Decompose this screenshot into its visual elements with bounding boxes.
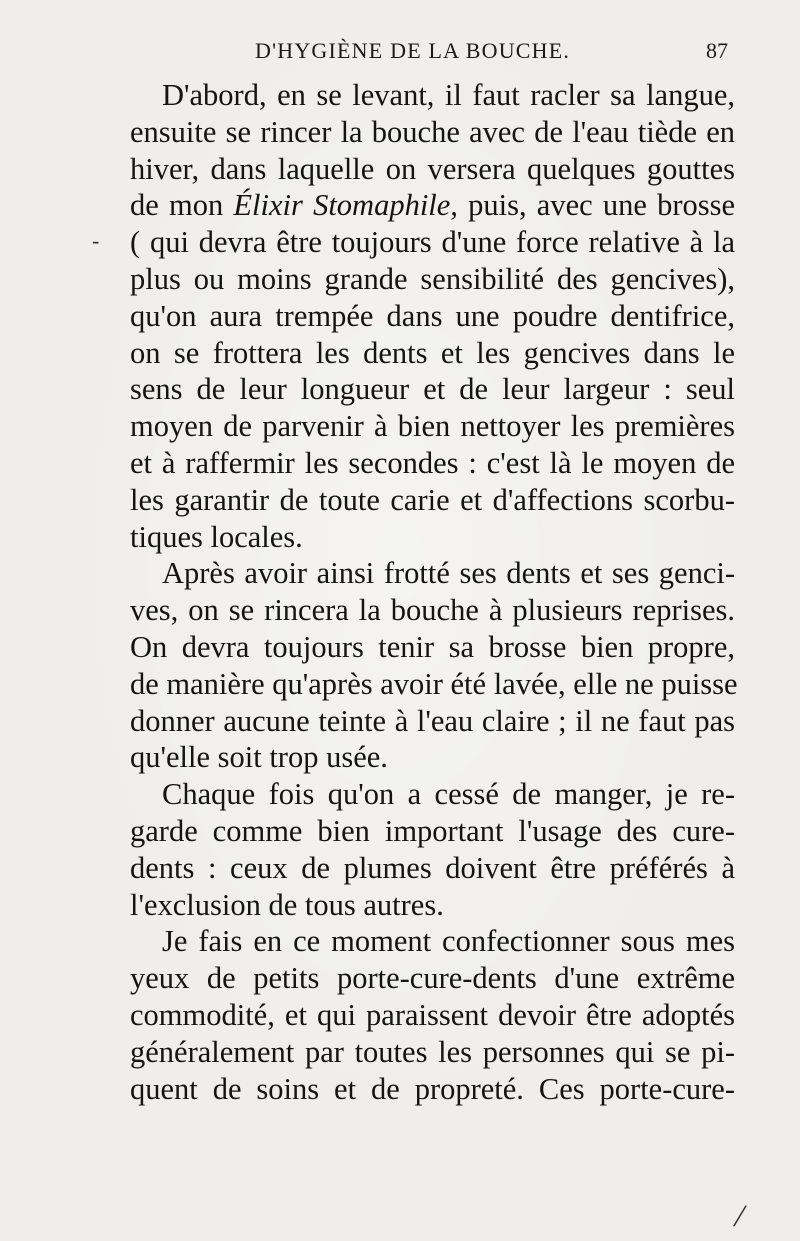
text-line: ( qui devra être toujours d'une force relative à la bbox=[130, 225, 735, 260]
text-line: qu'on aura trempée dans une poudre dentifrice, bbox=[130, 298, 735, 333]
text-line: D'abord, en se levant, il faut racler sa langue, bbox=[162, 78, 735, 112]
text-line: généralement par toutes les personnes qui se pi- bbox=[130, 1034, 735, 1069]
text-fragment: puis, avec une brosse bbox=[468, 188, 736, 223]
text-line: de manière qu'après avoir été lavée, elle ne puisse bbox=[130, 666, 738, 701]
text-line: donner aucune teinte à l'eau claire ; il ne faut pas bbox=[130, 703, 735, 738]
page-header bbox=[0, 38, 800, 68]
margin-slash-mark: / bbox=[731, 1197, 749, 1236]
text-line: ves, on se rincera la bouche à plusieurs reprises. bbox=[130, 593, 735, 628]
text-fragment: de mon bbox=[130, 188, 224, 223]
text-line: on se frottera les dents et les gencives dans le bbox=[130, 335, 735, 370]
text-line: commodité, et qui paraissent devoir être adoptés bbox=[130, 997, 735, 1032]
text-line: ensuite se rincer la bouche avec de l'eau tiède en bbox=[130, 114, 735, 149]
text-line: Chaque fois qu'on a cessé de manger, je re- bbox=[162, 777, 735, 812]
text-line: quent de soins et de propreté. Ces porte-cure- bbox=[130, 1071, 735, 1106]
text-line: et à raffermir les secondes : c'est là le moyen de bbox=[130, 445, 735, 480]
text-line: sens de leur longueur et de leur largeur : seul bbox=[130, 372, 735, 407]
text-line: les garantir de toute carie et d'affections scorbu- bbox=[130, 482, 735, 517]
text-line: garde comme bien important l'usage des cure- bbox=[130, 813, 735, 848]
text-line: qu'elle soit trop usée. bbox=[130, 740, 388, 775]
paragraph-2 bbox=[130, 555, 738, 776]
body-text bbox=[130, 77, 738, 1107]
text-line: On devra toujours tenir sa brosse bien propre, bbox=[130, 629, 735, 664]
text-line: dents : ceux de plumes doivent être préférés à bbox=[130, 850, 735, 885]
text-line: tiques locales. bbox=[130, 519, 303, 554]
text-line: hiver, dans laquelle on versera quelques gouttes bbox=[130, 151, 735, 186]
paragraph-1 bbox=[130, 77, 735, 555]
text-line: plus ou moins grande sensibilité des gencives), bbox=[130, 261, 735, 296]
text-line: l'exclusion de tous autres. bbox=[130, 887, 444, 922]
text-line: moyen de parvenir à bien nettoyer les premières bbox=[130, 409, 735, 444]
text-line: yeux de petits porte-cure-dents d'une extrême bbox=[130, 961, 735, 996]
text-line-with-emphasis bbox=[130, 187, 735, 224]
text-line: Après avoir ainsi frotté ses dents et ses genci- bbox=[162, 556, 735, 591]
paragraph-4 bbox=[130, 923, 735, 1107]
paragraph-3 bbox=[130, 776, 735, 923]
page-number: 87 bbox=[706, 38, 728, 63]
running-title: D'HYGIÈNE DE LA BOUCHE. bbox=[255, 38, 571, 63]
margin-dash-mark: - bbox=[92, 228, 100, 253]
elixir-title: Élixir Stomaphile, bbox=[233, 188, 458, 223]
text-line: Je fais en ce moment confectionner sous mes bbox=[162, 924, 735, 959]
